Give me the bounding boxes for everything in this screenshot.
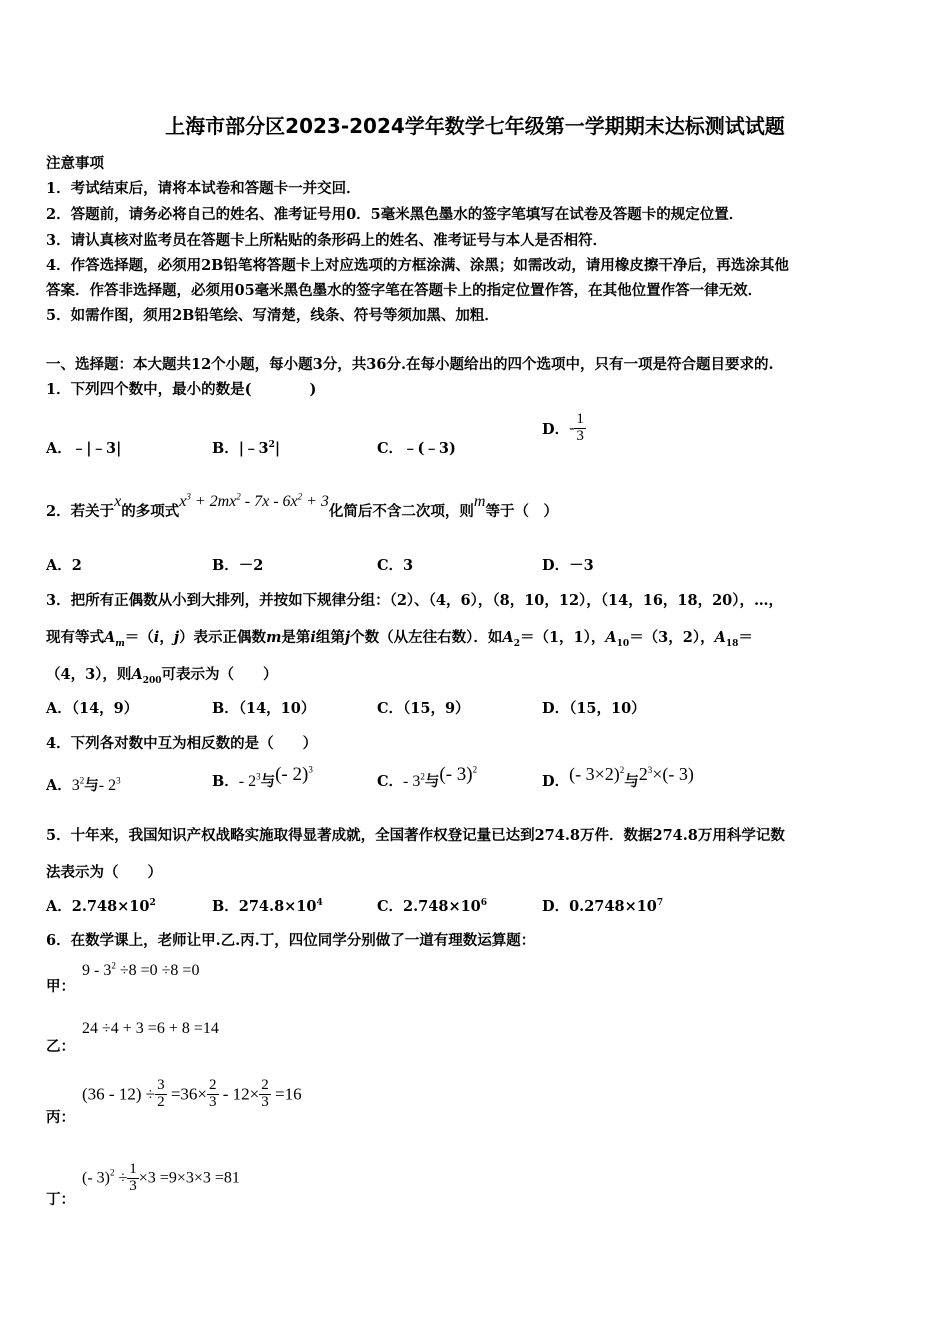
section-heading: 一、选择题：本大题共12个小题，每小题3分，共36分.在每小题给出的四个选项中，只有一项是符合题目要求的. bbox=[46, 356, 774, 373]
math bbox=[72, 777, 85, 794]
var: i bbox=[310, 629, 316, 646]
notice-item: 答案．作答非选择题，必须用05毫米黑色墨水的签字笔在答题卡上的指定位置作答，在其他位置作答一律无效． bbox=[46, 282, 763, 299]
text: A．2.748×10 bbox=[46, 898, 150, 915]
page-title: 上海市部分区2023-2024学年数学七年级第一学期期末达标测试试题 bbox=[165, 114, 785, 138]
numerator: 1 bbox=[129, 1161, 137, 1177]
q1-option-c[interactable]: C．﹣(﹣3) bbox=[377, 440, 456, 457]
q2-option-a[interactable]: A．2 bbox=[46, 557, 82, 574]
var: m bbox=[266, 629, 282, 646]
denominator: 3 bbox=[261, 1093, 269, 1110]
q6-ding-expression bbox=[82, 1162, 240, 1195]
q6-bing-expression bbox=[82, 1078, 302, 1111]
exp: 3 bbox=[186, 491, 191, 502]
text: 与 bbox=[84, 777, 99, 794]
exp: 7 bbox=[656, 898, 664, 909]
sub: 2 bbox=[513, 638, 520, 649]
text: ， bbox=[159, 629, 174, 646]
q1-option-b[interactable] bbox=[212, 437, 280, 458]
q2-text: 化简后不含二次项，则 bbox=[328, 503, 474, 520]
term: (- 3×2) bbox=[569, 764, 620, 784]
numerator: 1 bbox=[576, 411, 584, 427]
exp: 2 bbox=[109, 1167, 115, 1178]
question-1-stem: 1．下列四个数中，最小的数是( ) bbox=[46, 381, 317, 398]
fraction bbox=[207, 1078, 219, 1111]
term: (- 3) bbox=[439, 764, 473, 785]
q2-text: 的多项式 bbox=[121, 503, 180, 520]
exp: 2 bbox=[79, 775, 85, 786]
label: A． bbox=[46, 777, 72, 794]
var: j bbox=[344, 629, 351, 646]
math bbox=[403, 773, 425, 790]
term: (- 3) bbox=[82, 1169, 110, 1187]
term: - 3 bbox=[403, 773, 421, 790]
term: 3 bbox=[71, 777, 80, 794]
q6-ding-label: 丁： bbox=[46, 1191, 75, 1208]
math bbox=[639, 764, 694, 784]
text: 现有等式 bbox=[46, 629, 104, 646]
term: ÷ bbox=[114, 1169, 128, 1187]
q2-text: 等于（ ） bbox=[485, 503, 558, 520]
notice-item: 3．请认真核对监考员在答题卡上所粘贴的条形码上的姓名、准考证号与本人是否相符． bbox=[46, 232, 608, 249]
q6-bing-label: 丙： bbox=[46, 1109, 75, 1126]
var: A bbox=[104, 629, 116, 646]
exp: 3 bbox=[308, 764, 313, 775]
question-3-stem-2 bbox=[46, 626, 753, 647]
text: 与 bbox=[424, 773, 440, 790]
q6-yi-label: 乙： bbox=[46, 1038, 75, 1055]
denominator: 3 bbox=[209, 1093, 217, 1110]
exp: 2 bbox=[236, 491, 241, 502]
numerator: 2 bbox=[261, 1077, 269, 1093]
q1-option-a[interactable]: A．﹣|﹣3| bbox=[46, 440, 122, 457]
label: B． bbox=[212, 773, 239, 790]
term: ×(- 3) bbox=[652, 764, 694, 784]
exp: 2 bbox=[472, 764, 478, 775]
text: ＝（3，2）， bbox=[629, 629, 715, 646]
q5-option-d[interactable] bbox=[542, 895, 663, 916]
numerator: 2 bbox=[209, 1077, 217, 1093]
notice-item: 1．考试结束后，请将本试卷和答题卡一并交回． bbox=[46, 180, 361, 197]
text: （4，3），则 bbox=[46, 666, 132, 683]
math bbox=[439, 764, 477, 785]
term: 2 bbox=[638, 764, 648, 784]
var: j bbox=[173, 629, 180, 646]
q6-jia-label: 甲： bbox=[46, 978, 75, 995]
text: ＝（ bbox=[124, 629, 154, 646]
q2-var-x: x bbox=[114, 493, 122, 510]
q4-option-d[interactable] bbox=[542, 764, 694, 791]
q1-b-text: B．|﹣3 bbox=[212, 440, 269, 457]
term: ×3 =9×3×3 =81 bbox=[138, 1169, 240, 1187]
q1-d-label: D． bbox=[542, 420, 570, 438]
q1-d-sign: - bbox=[569, 419, 575, 437]
notice-heading: 注意事项 bbox=[46, 155, 104, 172]
fraction bbox=[259, 1078, 271, 1111]
exp: 2 bbox=[619, 765, 625, 775]
text: 与 bbox=[260, 773, 276, 790]
q1-b-end: | bbox=[274, 440, 281, 457]
var: A bbox=[714, 629, 726, 646]
exp: 3 bbox=[116, 775, 121, 786]
label: C． bbox=[377, 773, 404, 790]
text: ＝（1，1）， bbox=[519, 629, 606, 646]
question-3-stem: 3．把所有正偶数从小到大排列，并按如下规律分组：（2）、（4，6），（8，10，12），（14，16，18，20），…， bbox=[46, 592, 784, 609]
term: - 2 bbox=[98, 777, 117, 794]
term: =16 bbox=[270, 1084, 302, 1104]
math bbox=[99, 777, 121, 794]
notice-item: 2．答题前，请务必将自己的姓名、准考证号用0．5毫米黑色墨水的签字笔填写在试卷及答题卡的规定位置． bbox=[46, 206, 744, 223]
text: 个数（从左往右数）．如 bbox=[350, 629, 503, 646]
question-6-stem: 6．在数学课上，老师让甲.乙.丙.丁，四位同学分别做了一道有理数运算题： bbox=[46, 932, 536, 949]
q6-jia-expression bbox=[82, 962, 199, 980]
var: A bbox=[502, 629, 514, 646]
exp: 3 bbox=[647, 765, 653, 775]
q4-option-c[interactable] bbox=[377, 764, 478, 792]
denominator: 2 bbox=[157, 1093, 165, 1110]
fraction bbox=[155, 1078, 167, 1111]
q5-option-b[interactable] bbox=[212, 895, 323, 916]
term: x bbox=[179, 493, 187, 510]
denominator: 3 bbox=[129, 1177, 137, 1194]
math bbox=[275, 764, 313, 785]
sub: 18 bbox=[725, 638, 739, 649]
text: 与 bbox=[624, 773, 639, 790]
term: 9 - 3 bbox=[82, 962, 112, 979]
question-2-stem bbox=[46, 491, 558, 521]
exp: 3 bbox=[256, 771, 261, 782]
term: - 2 bbox=[238, 773, 257, 790]
text: ＝ bbox=[738, 629, 753, 646]
q2-option-c[interactable]: C．3 bbox=[377, 557, 414, 574]
var: i bbox=[153, 629, 160, 646]
label: D． bbox=[542, 773, 570, 790]
notice-item: 4．作答选择题，必须用2B铅笔将答题卡上对应选项的方框涂满、涂黑；如需改动，请用橡皮擦干净后，再选涂其他 bbox=[46, 257, 789, 274]
q2-polynomial bbox=[179, 493, 329, 510]
var: A bbox=[131, 666, 143, 683]
exp: 2 bbox=[149, 898, 156, 909]
text: B．274.8×10 bbox=[212, 898, 317, 915]
q1-b-exp: 2 bbox=[268, 440, 275, 451]
numerator: 3 bbox=[157, 1077, 165, 1093]
q4-option-a[interactable] bbox=[46, 774, 121, 795]
exp: 2 bbox=[420, 771, 425, 782]
q4-option-b[interactable] bbox=[212, 764, 313, 792]
text: 可表示为（ ） bbox=[161, 666, 278, 683]
exp: 2 bbox=[297, 491, 303, 502]
term: + 3 bbox=[302, 493, 329, 510]
q3-option-b[interactable]: B．（14，10） bbox=[212, 700, 316, 717]
text: 组第 bbox=[315, 629, 345, 646]
sub: m bbox=[115, 638, 125, 649]
math bbox=[239, 773, 261, 790]
q6-yi-expression: 24 ÷4 + 3 =6 + 8 =14 bbox=[82, 1020, 219, 1037]
q5-option-c[interactable] bbox=[377, 895, 487, 916]
term: + 2mx bbox=[190, 493, 237, 510]
q2-text: 2．若关于 bbox=[46, 503, 115, 520]
term: - 12× bbox=[218, 1084, 260, 1104]
term: =36× bbox=[166, 1084, 208, 1104]
q3-option-c[interactable]: C．（15，9） bbox=[377, 700, 470, 717]
term: - 7x - 6x bbox=[240, 493, 298, 510]
exp: 6 bbox=[480, 898, 488, 909]
term: (36 - 12) ÷ bbox=[82, 1084, 156, 1104]
text: 是第 bbox=[281, 629, 311, 646]
question-4-stem: 4．下列各对数中互为相反数的是（ ） bbox=[46, 735, 318, 752]
q1-d-fraction bbox=[574, 412, 586, 445]
math bbox=[569, 764, 624, 784]
term: ÷8 =0 ÷8 =0 bbox=[115, 962, 200, 979]
sub: 200 bbox=[142, 675, 162, 686]
question-5-stem-2: 法表示为（ ） bbox=[46, 864, 162, 881]
term: (- 2) bbox=[275, 764, 309, 785]
q2-var-m: m bbox=[473, 493, 486, 510]
q3-option-a[interactable]: A．（14，9） bbox=[46, 700, 139, 717]
exp: 4 bbox=[316, 898, 323, 909]
question-3-stem-3 bbox=[46, 663, 278, 684]
question-5-stem: 5．十年来，我国知识产权战略实施取得显著成就，全国著作权登记量已达到274.8万件．数据274.8万用科学记数 bbox=[46, 827, 785, 844]
q2-option-b[interactable]: B．－2 bbox=[212, 557, 264, 574]
text: D．0.2748×10 bbox=[542, 898, 657, 915]
notice-item: 5．如需作图，须用2B铅笔绘、写清楚，线条、符号等须加黑、加粗． bbox=[46, 307, 499, 324]
q3-option-d[interactable]: D．（15，10） bbox=[542, 700, 646, 717]
q5-option-a[interactable] bbox=[46, 895, 156, 916]
q1-option-d[interactable] bbox=[542, 412, 586, 445]
var: A bbox=[605, 629, 617, 646]
fraction bbox=[127, 1162, 139, 1195]
q2-option-d[interactable]: D．－3 bbox=[542, 557, 594, 574]
text: ）表示正偶数 bbox=[179, 629, 267, 646]
sub: 10 bbox=[616, 638, 630, 649]
denominator: 3 bbox=[576, 427, 584, 444]
text: C．2.748×10 bbox=[377, 898, 481, 915]
exp: 2 bbox=[111, 960, 116, 971]
